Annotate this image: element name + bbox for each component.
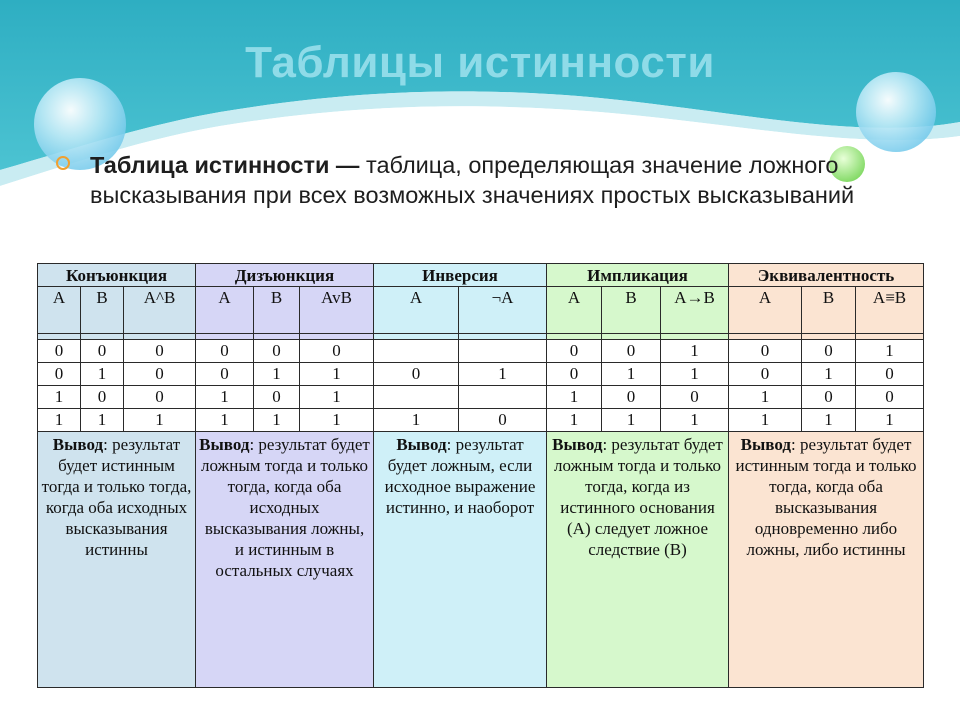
- definition-body: таблица, определяющая значение ложного высказывания при всех возможных значениях простых высказываний: [90, 152, 855, 208]
- table-cell: 1: [81, 363, 124, 386]
- table-cell: 0: [38, 340, 81, 363]
- table-cell: 1: [661, 340, 729, 363]
- table-cell: 1: [38, 386, 81, 409]
- table-cell: 0: [124, 340, 196, 363]
- table-cell: 1: [661, 363, 729, 386]
- conclusion-label: Вывод: [552, 435, 603, 454]
- col-header: B: [602, 287, 661, 334]
- conclusion-implication: [547, 432, 729, 688]
- table-cell: 0: [38, 363, 81, 386]
- table-cell: 0: [124, 386, 196, 409]
- conclusion-label: Вывод: [199, 435, 250, 454]
- table-cell: 1: [81, 409, 124, 432]
- conclusion-label: Вывод: [740, 435, 791, 454]
- conclusion-row: [38, 432, 924, 688]
- table-cell: 0: [856, 386, 924, 409]
- table-cell: 0: [81, 340, 124, 363]
- table-cell: 0: [300, 340, 374, 363]
- table-cell: 0: [602, 340, 661, 363]
- table-cell: 1: [661, 409, 729, 432]
- table-cell: 0: [459, 409, 547, 432]
- table-cell: 1: [196, 409, 254, 432]
- table-cell: 1: [254, 409, 300, 432]
- col-header: A: [729, 287, 802, 334]
- table-cell: 0: [196, 340, 254, 363]
- col-header: B: [81, 287, 124, 334]
- table-cell: 0: [374, 363, 459, 386]
- table-cell: 0: [81, 386, 124, 409]
- conclusion-label: Вывод: [52, 435, 104, 454]
- col-header: A≡B: [856, 287, 924, 334]
- table-cell: 1: [124, 409, 196, 432]
- table-cell: 1: [459, 363, 547, 386]
- table-cell: 0: [547, 363, 602, 386]
- table-cell: [374, 340, 459, 363]
- table-cell: 1: [38, 409, 81, 432]
- circle-bullet-icon: [56, 156, 70, 170]
- table-cell: [459, 340, 547, 363]
- table-cell: 1: [856, 340, 924, 363]
- op-equivalence: Эквивалентность: [729, 264, 924, 287]
- table-cell: 0: [547, 340, 602, 363]
- op-inversion: Инверсия: [374, 264, 547, 287]
- table-cell: [374, 386, 459, 409]
- table-cell: 0: [802, 340, 856, 363]
- definition-term: Таблица истинности —: [90, 152, 360, 178]
- definition-text: [90, 150, 890, 210]
- table-cell: 1: [374, 409, 459, 432]
- column-header-row: [38, 287, 924, 334]
- table-cell: 1: [856, 409, 924, 432]
- col-header: B: [802, 287, 856, 334]
- table-cell: 0: [602, 386, 661, 409]
- table-row: [38, 340, 924, 363]
- table-cell: [459, 386, 547, 409]
- col-header: A^B: [124, 287, 196, 334]
- col-header: A: [196, 287, 254, 334]
- conclusion-equivalence: [729, 432, 924, 688]
- table-cell: 1: [300, 409, 374, 432]
- conclusion-label: Вывод: [396, 435, 447, 454]
- table-row: [38, 409, 924, 432]
- table-cell: 1: [802, 363, 856, 386]
- conclusion-text: : результат будет истинным тогда и только тогда, когда оба исходных высказывания истинны: [41, 435, 192, 559]
- conclusion-inversion: [374, 432, 547, 688]
- op-disjunction: Дизъюнкция: [196, 264, 374, 287]
- table-cell: 0: [729, 363, 802, 386]
- table-cell: 1: [602, 409, 661, 432]
- operations-header-row: [38, 264, 924, 287]
- table-cell: 1: [802, 409, 856, 432]
- table-row: [38, 363, 924, 386]
- conclusion-text: : результат будет ложным тогда и только тогда, когда из истинного основания (A) следует ложное следствие (B): [553, 435, 723, 559]
- table-cell: 0: [124, 363, 196, 386]
- conclusion-text: : результат будет истинным тогда и только тогда, когда оба высказывания одновременно либо ложны, либо истинны: [735, 435, 917, 559]
- table-cell: 0: [254, 340, 300, 363]
- table-cell: 1: [729, 409, 802, 432]
- col-header: A: [374, 287, 459, 334]
- table-cell: 1: [300, 386, 374, 409]
- table-cell: 1: [547, 386, 602, 409]
- col-header: A→B: [661, 287, 729, 334]
- conclusion-disjunction: [196, 432, 374, 688]
- table-cell: 1: [196, 386, 254, 409]
- table-cell: 0: [196, 363, 254, 386]
- col-header: B: [254, 287, 300, 334]
- truth-table: [37, 263, 924, 688]
- conclusion-conjunction: [38, 432, 196, 688]
- col-header: A: [547, 287, 602, 334]
- table-cell: 1: [300, 363, 374, 386]
- col-header: ¬A: [459, 287, 547, 334]
- table-cell: 0: [661, 386, 729, 409]
- table-cell: 0: [254, 386, 300, 409]
- table-cell: 0: [802, 386, 856, 409]
- conclusion-text: : результат будет ложным тогда и только тогда, когда оба исходных высказывания ложны, и истинным в остальных случаях: [200, 435, 370, 580]
- table-cell: 0: [856, 363, 924, 386]
- op-implication: Импликация: [547, 264, 729, 287]
- col-header: AvB: [300, 287, 374, 334]
- col-header: A: [38, 287, 81, 334]
- conclusion-text: : результат будет ложным, если исходное выражение истинно, и наоборот: [384, 435, 536, 517]
- op-conjunction: Конъюнкция: [38, 264, 196, 287]
- table-cell: 1: [602, 363, 661, 386]
- table-row: [38, 386, 924, 409]
- table-cell: 1: [254, 363, 300, 386]
- slide-title: Таблицы истинности: [245, 38, 715, 87]
- table-cell: 0: [729, 340, 802, 363]
- table-cell: 1: [547, 409, 602, 432]
- table-cell: 1: [729, 386, 802, 409]
